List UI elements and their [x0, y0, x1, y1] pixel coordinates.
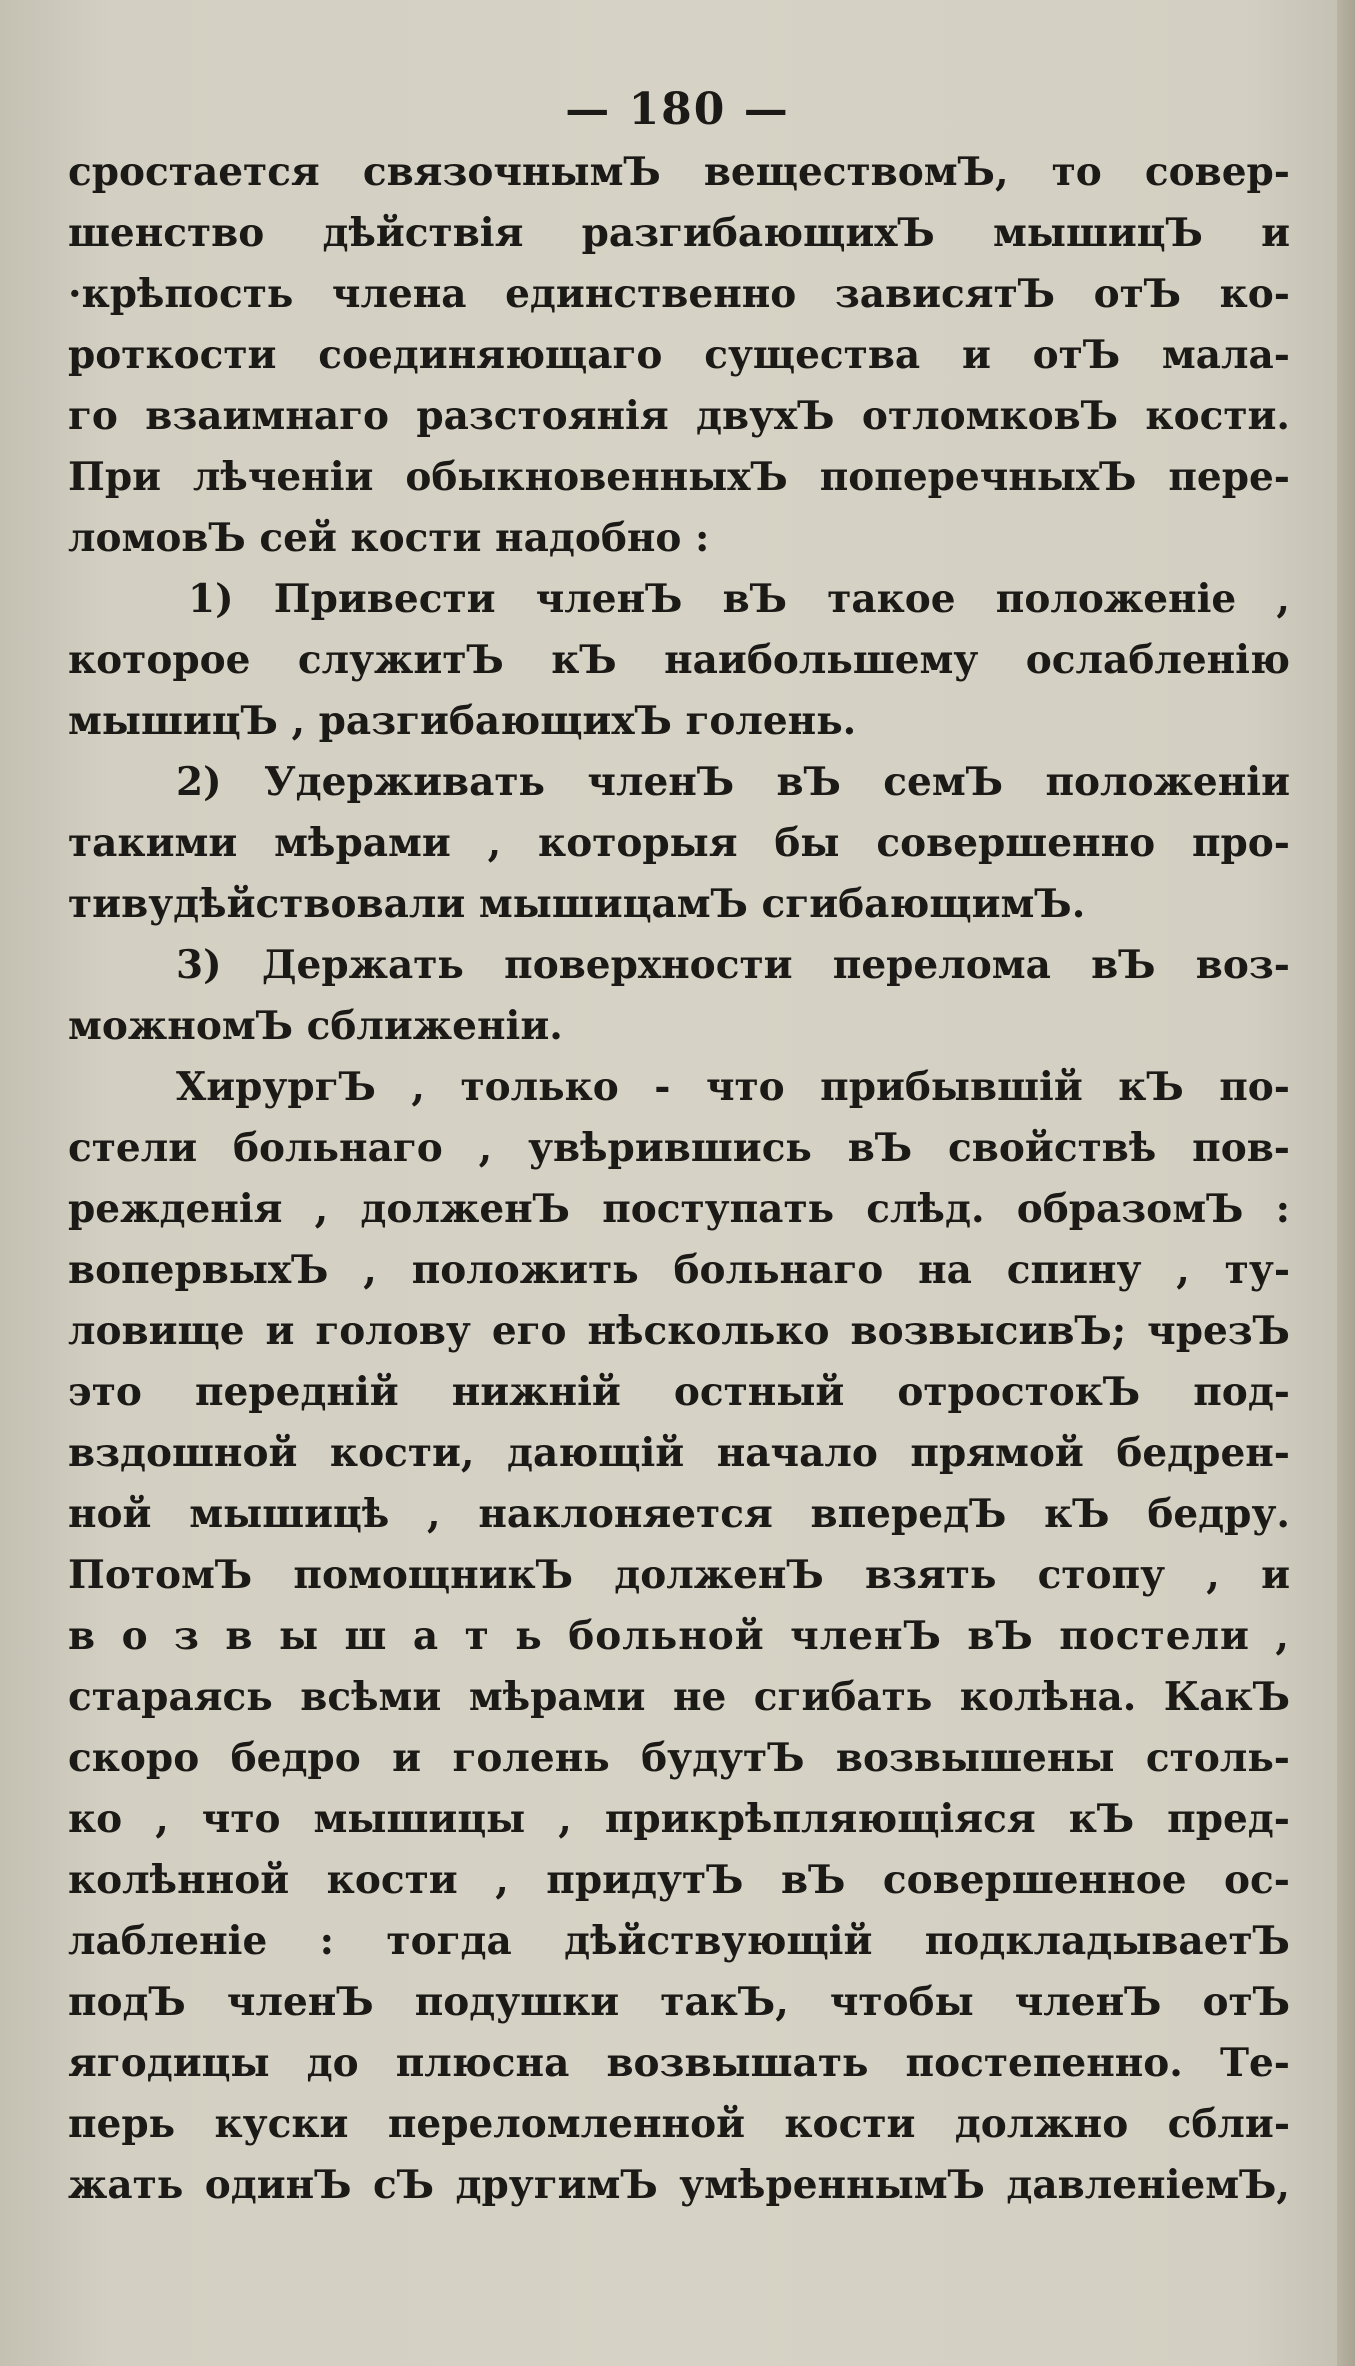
text-line: ягодицы до плюсна возвышать постепенно. Те-: [68, 2040, 1290, 2086]
text-line: режденія , долженЪ поступать слѣд. образомЪ :: [68, 1186, 1290, 1232]
text-line: При лѣченіи обыкновенныхЪ поперечныхЪ пере-: [68, 454, 1290, 500]
text-line: ПотомЪ помощникЪ долженЪ взять стопу , и: [68, 1552, 1290, 1598]
text-line: шенство дѣйствія разгибающихЪ мышицЪ и: [68, 210, 1290, 256]
page-body-text: [68, 142, 1290, 2216]
text-line: ·крѣпость члена единственно зависятЪ отЪ ко-: [68, 271, 1290, 317]
text-line: лабленіе : тогда дѣйствующій подкладываетЪ: [68, 1918, 1290, 1964]
text-line: перь куски переломленной кости должно сбли-: [68, 2101, 1290, 2147]
text-line: жать одинЪ сЪ другимЪ умѣреннымЪ давленіемЪ,: [68, 2162, 1290, 2208]
text-line: вопервыхЪ , положить больнаго на спину , ту-: [68, 1247, 1290, 1293]
text-line: ломовЪ сей кости надобно :: [68, 515, 710, 561]
text-line: скоро бедро и голень будутЪ возвышены столь-: [68, 1735, 1290, 1781]
text-line: ловище и голову его нѣсколько возвысивЪ; чрезЪ: [68, 1308, 1290, 1354]
text-line: сростается связочнымЪ веществомЪ, то совер-: [68, 149, 1290, 195]
text-line: в о з в ы ш а т ь больной членЪ вЪ постели ,: [68, 1613, 1290, 1659]
text-line: стели больнаго , увѣрившись вЪ свойствѣ пов-: [68, 1125, 1290, 1171]
page-number: — 180 —: [565, 84, 790, 135]
text-line: тивудѣйствовали мышицамЪ сгибающимЪ.: [68, 881, 1086, 927]
text-line: это передній нижній остный отростокЪ под-: [68, 1369, 1290, 1415]
text-line: ко , что мышицы , прикрѣпляющіяся кЪ пред-: [68, 1796, 1290, 1842]
text-line: 2) Удерживать членЪ вЪ семЪ положеніи: [176, 759, 1290, 805]
text-line: 1) Привести членЪ вЪ такое положеніе ,: [188, 576, 1290, 622]
text-line: которое служитЪ кЪ наибольшему ослабленію: [68, 637, 1290, 683]
text-line: колѣнной кости , придутЪ вЪ совершенное ос-: [68, 1857, 1290, 1903]
text-line: 3) Держать поверхности перелома вЪ воз-: [176, 942, 1290, 988]
text-line: го взаимнаго разстоянія двухЪ отломковЪ кости.: [68, 393, 1290, 439]
page-edge-shadow: [1337, 0, 1355, 2366]
text-line: ХирургЪ , только - что прибывшій кЪ по-: [176, 1064, 1290, 1110]
text-line: роткости соединяющаго существа и отЪ мала-: [68, 332, 1290, 378]
text-line: можномЪ сближеніи.: [68, 1003, 563, 1049]
text-line: такими мѣрами , которыя бы совершенно про-: [68, 820, 1290, 866]
text-line: стараясь всѣми мѣрами не сгибать колѣна. КакЪ: [68, 1674, 1290, 1720]
text-line: подЪ членЪ подушки такЪ, чтобы членЪ отЪ: [68, 1979, 1290, 2025]
text-line: мышицЪ , разгибающихЪ голень.: [68, 698, 857, 744]
text-line: ной мышицѣ , наклоняется впередЪ кЪ бедру.: [68, 1491, 1290, 1537]
text-line: вздошной кости, дающій начало прямой бедрен-: [68, 1430, 1290, 1476]
